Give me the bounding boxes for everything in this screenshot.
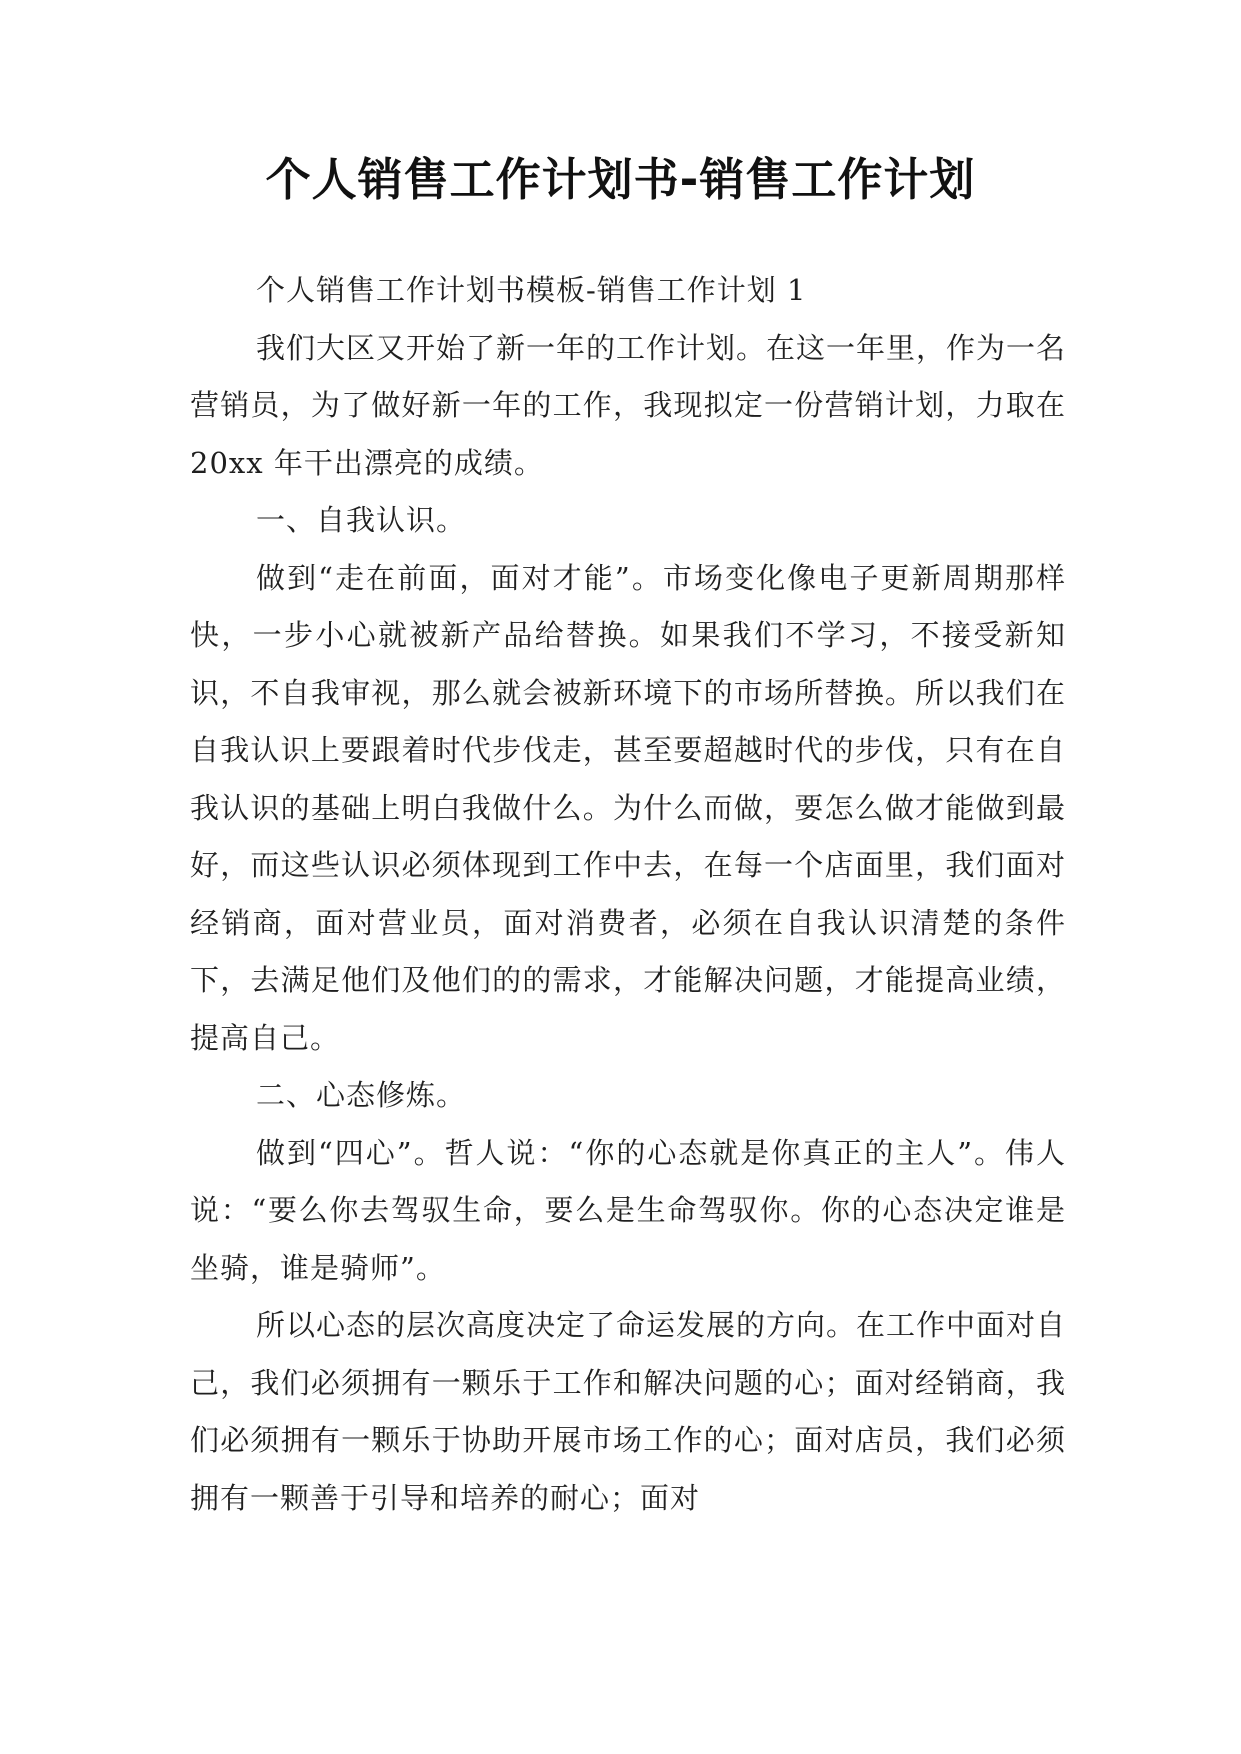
paragraph-four-hearts: 做到“四心”。哲人说：“你的心态就是你真正的主人”。伟人说：“要么你去驾驭生命，要么是生命驾驭你。你的心态决定谁是坐骑，谁是骑师”。 (190, 1135, 1066, 1285)
paragraph-self-awareness: 做到“走在前面，面对才能”。市场变化像电子更新周期那样快，一步小心就被新产品给替换。如果我们不学习，不接受新知识，不自我审视，那么就会被新环境下的市场所替换。所以我们在自我认识上要跟着时代步伐走，甚至要超越时代的步伐，只有在自我认识的基础上明白我做什么。为什么而做，要怎么做才能做到最好，而这些认识必须体现到工作中去，在每一个店面里，我们面对经销商，面对营业员，面对消费者，必须在自我认识清楚的条件下，去满足他们及他们的的需求，才能解决问题，才能提高业绩，提高自己。 (190, 560, 1066, 1055)
document-title: 个人销售工作计划书-销售工作计划 (265, 153, 976, 206)
paragraph-subtitle: 个人销售工作计划书模板-销售工作计划 1 (256, 273, 807, 307)
section-heading-self-awareness: 一、自我认识。 (256, 503, 467, 537)
document-body (190, 262, 1066, 1527)
paragraph-mindset-level: 所以心态的层次高度决定了命运发展的方向。在工作中面对自己，我们必须拥有一颗乐于工作和解决问题的心；面对经销商，我们必须拥有一颗乐于协助开展市场工作的心；面对店员，我们必须拥有一颗善于引导和培养的耐心；面对 (190, 1308, 1067, 1515)
paragraph-intro: 我们大区又开始了新一年的工作计划。在这一年里，作为一名营销员，为了做好新一年的工作，我现拟定一份营销计划，力取在 20xx 年干出漂亮的成绩。 (190, 330, 1067, 480)
section-heading-mindset: 二、心态修炼。 (256, 1078, 467, 1112)
